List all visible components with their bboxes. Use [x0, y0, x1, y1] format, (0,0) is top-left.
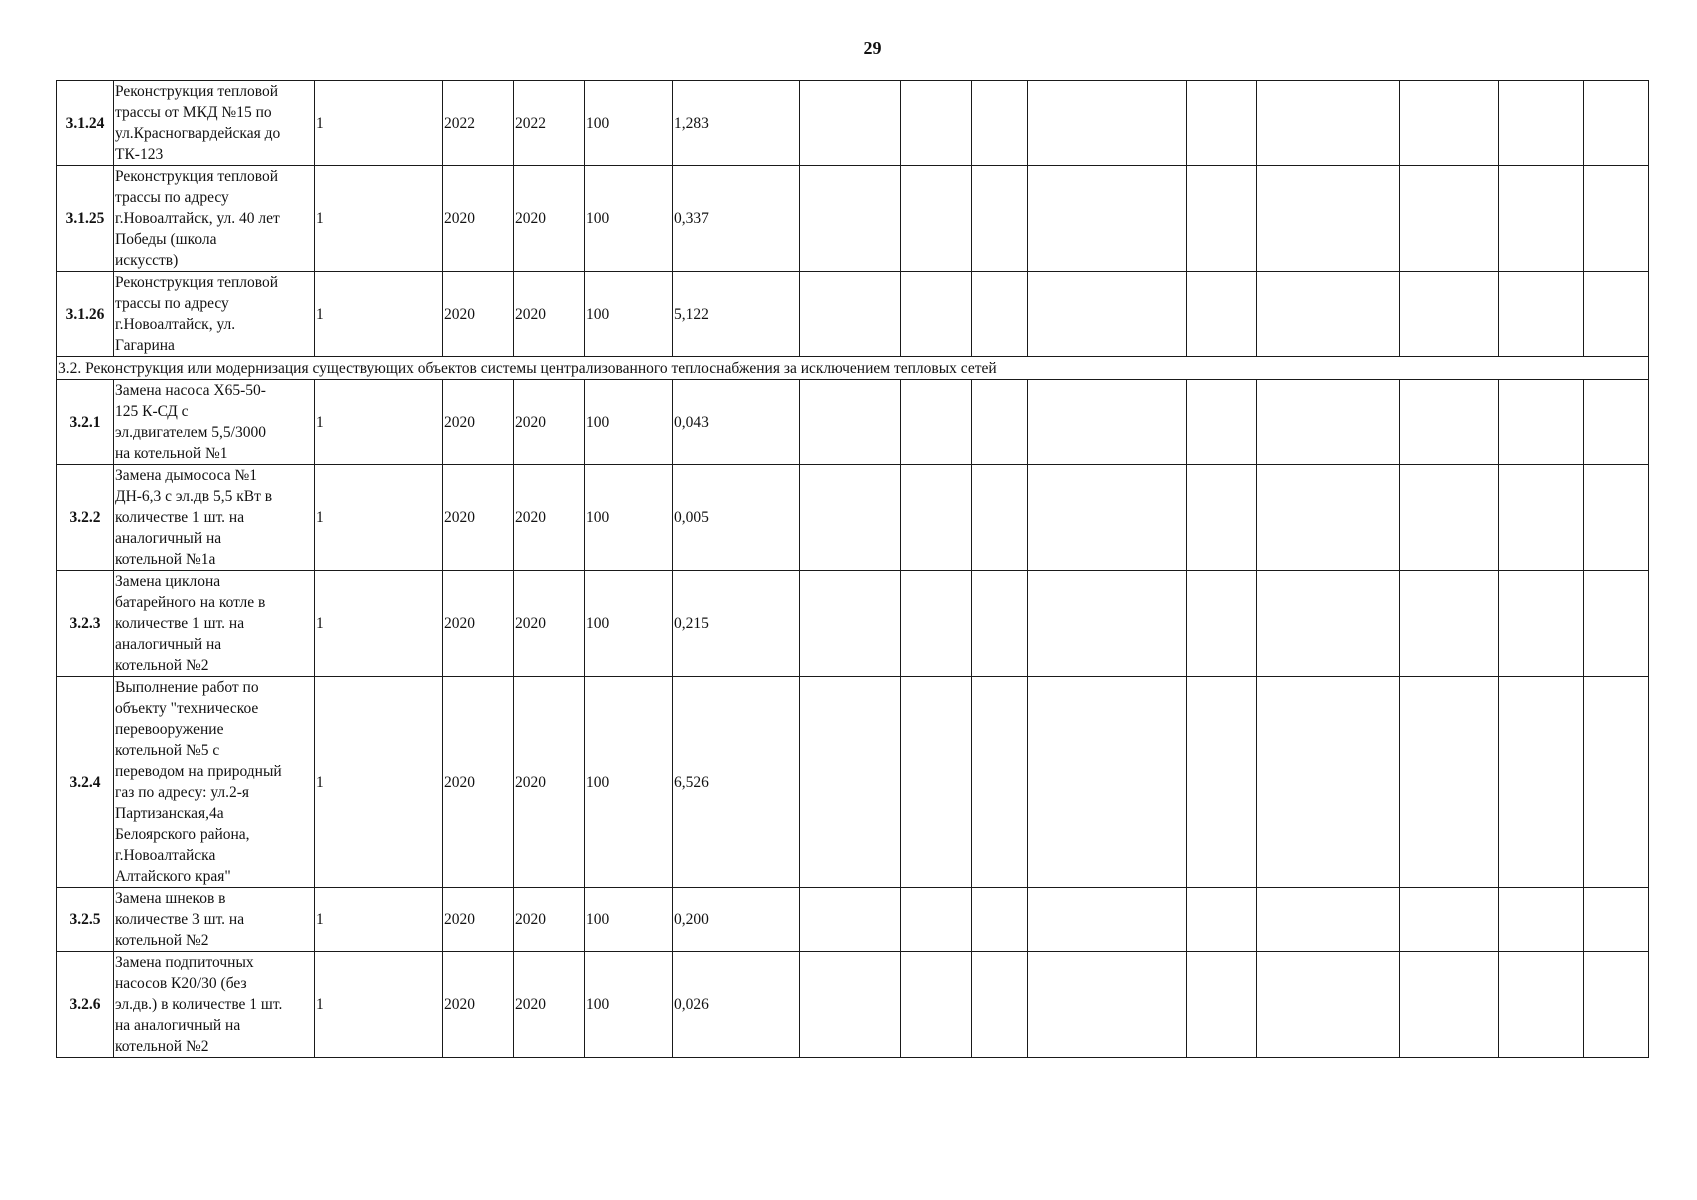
empty-cell [1187, 166, 1257, 272]
empty-cell [1400, 571, 1499, 677]
empty-cell [800, 888, 901, 952]
empty-cell [901, 677, 972, 888]
item-name-line: трассы по адресу [115, 189, 229, 206]
empty-cell [1584, 571, 1649, 677]
empty-cell [972, 677, 1028, 888]
item-number: 3.2.6 [57, 952, 114, 1058]
empty-cell [972, 571, 1028, 677]
empty-cell [1028, 571, 1187, 677]
empty-cell [1028, 677, 1187, 888]
item-cost: 0,026 [673, 952, 800, 1058]
item-percent: 100 [585, 380, 673, 465]
empty-cell [1257, 81, 1400, 166]
empty-cell [901, 952, 972, 1058]
empty-cell [1257, 677, 1400, 888]
empty-cell [1257, 888, 1400, 952]
item-name [114, 272, 315, 357]
item-end-year: 2020 [514, 465, 585, 571]
item-name-line: ДН-6,3 с эл.дв 5,5 кВт в [115, 488, 273, 505]
item-number: 3.2.3 [57, 571, 114, 677]
empty-cell [1187, 571, 1257, 677]
empty-cell [800, 81, 901, 166]
empty-cell [1257, 380, 1400, 465]
empty-cell [1400, 465, 1499, 571]
item-cost: 0,200 [673, 888, 800, 952]
empty-cell [1187, 888, 1257, 952]
empty-cell [901, 465, 972, 571]
item-percent: 100 [585, 272, 673, 357]
empty-cell [1400, 380, 1499, 465]
item-number: 3.1.25 [57, 166, 114, 272]
empty-cell [1499, 888, 1584, 952]
table-row [57, 272, 1649, 357]
item-name [114, 677, 315, 888]
empty-cell [1028, 888, 1187, 952]
item-start-year: 2020 [443, 952, 514, 1058]
item-name-line: количестве 1 шт. на [115, 509, 245, 526]
empty-cell [1584, 272, 1649, 357]
empty-cell [1257, 272, 1400, 357]
item-start-year: 2020 [443, 166, 514, 272]
item-name [114, 380, 315, 465]
item-name-line: котельной №5 с [115, 742, 220, 759]
empty-cell [1257, 571, 1400, 677]
item-start-year: 2020 [443, 272, 514, 357]
item-name-line: ТК-123 [115, 146, 164, 163]
item-end-year: 2020 [514, 888, 585, 952]
section-3-2-header [57, 357, 1649, 380]
item-name-line: Гагарина [115, 337, 175, 354]
empty-cell [1400, 166, 1499, 272]
empty-cell [972, 166, 1028, 272]
page-number: 29 [863, 38, 882, 58]
item-name-line: на аналогичный на [115, 1017, 241, 1034]
item-name-line: Алтайского края" [115, 868, 231, 885]
item-name-line: 125 К-СД с [115, 403, 189, 420]
item-name-line: Замена дымососа №1 [115, 467, 258, 484]
empty-cell [1187, 952, 1257, 1058]
item-number: 3.1.24 [57, 81, 114, 166]
empty-cell [1400, 272, 1499, 357]
item-name [114, 888, 315, 952]
item-name-line: насосов К20/30 (без [115, 975, 247, 992]
item-percent: 100 [585, 571, 673, 677]
table-row [57, 571, 1649, 677]
item-name-line: котельной №2 [115, 1038, 209, 1055]
investment-program-table [56, 80, 1649, 1058]
empty-cell [901, 81, 972, 166]
empty-cell [972, 81, 1028, 166]
item-percent: 100 [585, 952, 673, 1058]
empty-cell [1257, 465, 1400, 571]
empty-cell [972, 888, 1028, 952]
item-name-line: Реконструкция тепловой [115, 274, 279, 291]
item-name-line: котельной №1а [115, 551, 216, 568]
empty-cell [800, 571, 901, 677]
empty-cell [800, 380, 901, 465]
empty-cell [800, 166, 901, 272]
empty-cell [1187, 81, 1257, 166]
section-3-2-rows [57, 380, 1649, 1058]
empty-cell [972, 952, 1028, 1058]
empty-cell [901, 571, 972, 677]
table-row [57, 380, 1649, 465]
empty-cell [1257, 166, 1400, 272]
item-cost: 6,526 [673, 677, 800, 888]
item-name [114, 81, 315, 166]
item-name-line: объекту "техническое [115, 700, 259, 717]
item-quantity: 1 [315, 888, 443, 952]
item-number: 3.2.4 [57, 677, 114, 888]
item-name-line: Выполнение работ по [115, 679, 259, 696]
empty-cell [1499, 81, 1584, 166]
empty-cell [800, 272, 901, 357]
empty-cell [901, 166, 972, 272]
item-quantity: 1 [315, 81, 443, 166]
item-name-line: искусств) [115, 252, 179, 269]
item-name-line: переводом на природный [115, 763, 282, 780]
item-end-year: 2020 [514, 677, 585, 888]
table-row [57, 81, 1649, 166]
table-row [57, 952, 1649, 1058]
item-name-line: котельной №2 [115, 932, 209, 949]
empty-cell [800, 677, 901, 888]
empty-cell [972, 380, 1028, 465]
item-name-line: трассы по адресу [115, 295, 229, 312]
empty-cell [1400, 888, 1499, 952]
empty-cell [1499, 272, 1584, 357]
item-name-line: Партизанская,4а [115, 805, 224, 822]
item-name-line: Белоярского района, [115, 826, 250, 843]
item-name-line: перевооружение [115, 721, 224, 738]
empty-cell [1400, 952, 1499, 1058]
item-name-line: Реконструкция тепловой [115, 168, 279, 185]
item-name-line: Замена подпиточных [115, 954, 254, 971]
item-percent: 100 [585, 888, 673, 952]
section-3-2-title: 3.2. Реконструкция или модернизация существующих объектов системы централизованного теплоснабжения за исключением тепловых сетей [57, 357, 1649, 380]
item-start-year: 2020 [443, 571, 514, 677]
empty-cell [1584, 465, 1649, 571]
empty-cell [1187, 272, 1257, 357]
item-number: 3.2.5 [57, 888, 114, 952]
empty-cell [901, 888, 972, 952]
item-name-line: количестве 3 шт. на [115, 911, 245, 928]
table-row [57, 677, 1649, 888]
item-number: 3.2.1 [57, 380, 114, 465]
empty-cell [1187, 380, 1257, 465]
item-end-year: 2020 [514, 571, 585, 677]
section-3-1-rows [57, 81, 1649, 357]
empty-cell [1584, 380, 1649, 465]
empty-cell [1499, 166, 1584, 272]
item-start-year: 2020 [443, 677, 514, 888]
item-number: 3.1.26 [57, 272, 114, 357]
item-start-year: 2020 [443, 465, 514, 571]
empty-cell [901, 380, 972, 465]
item-name-line: батарейного на котле в [115, 594, 266, 611]
item-name-line: Замена шнеков в [115, 890, 226, 907]
item-name-line: эл.двигателем 5,5/3000 [115, 424, 266, 441]
item-end-year: 2020 [514, 166, 585, 272]
item-name [114, 952, 315, 1058]
item-cost: 5,122 [673, 272, 800, 357]
item-name-line: Замена циклона [115, 573, 221, 590]
item-name [114, 166, 315, 272]
item-name-line: на котельной №1 [115, 445, 228, 462]
item-name-line: газ по адресу: ул.2-я [115, 784, 250, 801]
item-start-year: 2022 [443, 81, 514, 166]
item-end-year: 2020 [514, 380, 585, 465]
item-quantity: 1 [315, 677, 443, 888]
item-quantity: 1 [315, 166, 443, 272]
empty-cell [1584, 81, 1649, 166]
empty-cell [901, 272, 972, 357]
empty-cell [800, 465, 901, 571]
empty-cell [1584, 677, 1649, 888]
table-row [57, 166, 1649, 272]
empty-cell [1187, 465, 1257, 571]
item-name-line: трассы от МКД №15 по [115, 104, 272, 121]
item-end-year: 2020 [514, 272, 585, 357]
item-cost: 0,005 [673, 465, 800, 571]
item-quantity: 1 [315, 952, 443, 1058]
item-name [114, 465, 315, 571]
item-name-line: количестве 1 шт. на [115, 615, 245, 632]
item-quantity: 1 [315, 380, 443, 465]
item-percent: 100 [585, 465, 673, 571]
item-name-line: г.Новоалтайска [115, 847, 216, 864]
item-number: 3.2.2 [57, 465, 114, 571]
empty-cell [1028, 166, 1187, 272]
empty-cell [1257, 952, 1400, 1058]
item-name-line: Победы (школа [115, 231, 217, 248]
empty-cell [1400, 81, 1499, 166]
empty-cell [1499, 465, 1584, 571]
item-percent: 100 [585, 166, 673, 272]
empty-cell [1499, 677, 1584, 888]
item-end-year: 2020 [514, 952, 585, 1058]
table-row [57, 888, 1649, 952]
item-name-line: аналогичный на [115, 636, 222, 653]
item-cost: 0,215 [673, 571, 800, 677]
table-row [57, 465, 1649, 571]
item-quantity: 1 [315, 571, 443, 677]
empty-cell [1499, 380, 1584, 465]
empty-cell [1028, 952, 1187, 1058]
empty-cell [1499, 571, 1584, 677]
item-quantity: 1 [315, 465, 443, 571]
empty-cell [1584, 166, 1649, 272]
item-name-line: Реконструкция тепловой [115, 83, 279, 100]
empty-cell [1028, 272, 1187, 357]
empty-cell [1187, 677, 1257, 888]
item-quantity: 1 [315, 272, 443, 357]
item-start-year: 2020 [443, 888, 514, 952]
item-end-year: 2022 [514, 81, 585, 166]
empty-cell [1400, 677, 1499, 888]
item-name [114, 571, 315, 677]
item-cost: 0,043 [673, 380, 800, 465]
empty-cell [1584, 888, 1649, 952]
item-name-line: котельной №2 [115, 657, 209, 674]
item-name-line: аналогичный на [115, 530, 222, 547]
item-name-line: Замена насоса Х65-50- [115, 382, 266, 399]
empty-cell [1028, 380, 1187, 465]
empty-cell [1028, 465, 1187, 571]
item-name-line: эл.дв.) в количестве 1 шт. [115, 996, 283, 1013]
empty-cell [800, 952, 901, 1058]
empty-cell [1584, 952, 1649, 1058]
item-cost: 1,283 [673, 81, 800, 166]
item-cost: 0,337 [673, 166, 800, 272]
item-percent: 100 [585, 81, 673, 166]
empty-cell [972, 272, 1028, 357]
empty-cell [972, 465, 1028, 571]
item-percent: 100 [585, 677, 673, 888]
empty-cell [1028, 81, 1187, 166]
empty-cell [1499, 952, 1584, 1058]
item-name-line: г.Новоалтайск, ул. 40 лет [115, 210, 280, 227]
item-name-line: г.Новоалтайск, ул. [115, 316, 236, 333]
item-start-year: 2020 [443, 380, 514, 465]
item-name-line: ул.Красногвардейская до [115, 125, 281, 142]
